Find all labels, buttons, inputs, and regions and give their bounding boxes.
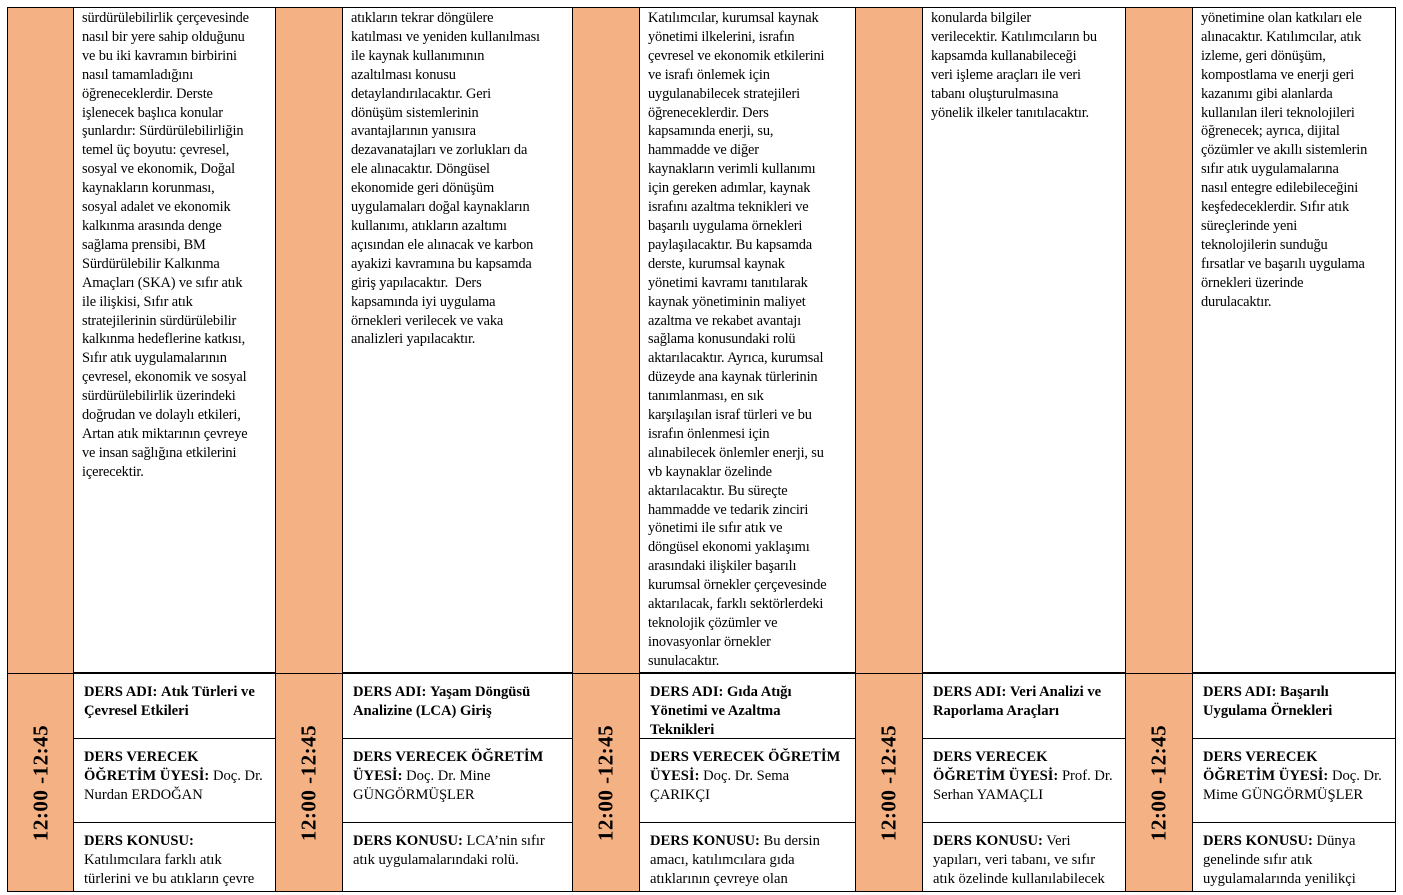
time-cell bbox=[855, 673, 923, 892]
topic-label: DERS KONUSU: bbox=[650, 833, 760, 849]
time-slot: 12:00 -12:45 bbox=[876, 724, 901, 841]
instructor-label: DERS VERECEK ÖĞRETİM ÜYESİ: bbox=[84, 749, 210, 784]
topic-cell bbox=[73, 822, 276, 892]
time-cell bbox=[275, 673, 343, 892]
course-name-label: DERS ADI: bbox=[84, 684, 158, 700]
course-name-value: Atık Türleri ve Çevresel Etkileri bbox=[84, 684, 255, 719]
time-column-top bbox=[275, 7, 343, 674]
instructor-value: Doç. Dr. Mine GÜNGÖRMÜŞLER bbox=[353, 768, 491, 803]
course-name-cell bbox=[342, 673, 573, 739]
topic-label: DERS KONUSU: bbox=[84, 833, 194, 849]
topic-value: LCA’nin sıfır atık uygulamalarındaki rolü. bbox=[353, 833, 545, 868]
topic-cell bbox=[639, 822, 856, 892]
time-slot: 12:00 -12:45 bbox=[296, 724, 321, 841]
topic-label: DERS KONUSU: bbox=[353, 833, 463, 849]
time-column-top bbox=[1125, 7, 1193, 674]
instructor-cell bbox=[1192, 738, 1396, 823]
description-cell bbox=[73, 7, 276, 673]
instructor-label: DERS VERECEK ÖĞRETİM ÜYESİ: bbox=[933, 749, 1059, 784]
instructor-label: DERS VERECEK ÖĞRETİM ÜYESİ: bbox=[353, 749, 544, 784]
topic-label: DERS KONUSU: bbox=[933, 833, 1043, 849]
topic-cell bbox=[1192, 822, 1396, 892]
topic-value: Veri yapıları, veri tabanı, ve sıfır atık özelinde kullanılabilecek bbox=[933, 833, 1105, 887]
topic-value: Bu dersin amacı, katılımcılara gıda atıklarının çevreye olan bbox=[650, 833, 820, 887]
time-column-top bbox=[572, 7, 640, 674]
description-cell bbox=[342, 7, 573, 673]
time-column-top bbox=[7, 7, 74, 674]
time-cell bbox=[1125, 673, 1193, 892]
course-name-value: Yaşam Döngüsü Analizine (LCA) Giriş bbox=[353, 684, 531, 719]
course-description: sürdürülebilirlik çerçevesinde nasıl bir yere sahip olduğunu ve bu iki kavramın birbirini nasıl tamamladığını öğreneceklerdir. Derste işlenecek başlıca konular şunlardır: Sürdürülebilirliğin temel üç boyutu: çevresel, sosyal ve ekonomik, Doğal kaynakların korunması, sosyal adalet ve ekonomik kalkınma arasında denge sağlama prensibi, BM Sürdürülebilir Kalkınma Amaçları (SKA) ve sıfır atık ile ilişkisi, Sıfır atık stratejilerinin sürdürülebilir kalkınma hedeflerine katkısı, Sıfır atık uygulamalarının çevresel, ekonomik ve sosyal sürdürülebilirlik üzerindeki doğrudan ve dolaylı etkileri, Artan atık miktarının çevreye ve insan sağlığına etkilerini içerecektir. bbox=[82, 10, 249, 480]
course-name-value: Başarılı Uygulama Örnekleri bbox=[1203, 684, 1333, 719]
topic-value: Katılımcılara farklı atık türlerini ve bu atıkların çevre bbox=[84, 852, 255, 887]
course-name-cell bbox=[639, 673, 856, 739]
course-name-label: DERS ADI: bbox=[353, 684, 427, 700]
course-name-value: Veri Analizi ve Raporlama Araçları bbox=[933, 684, 1102, 719]
topic-cell bbox=[342, 822, 573, 892]
course-name-value: Gıda Atığı Yönetimi ve Azaltma Teknikleri bbox=[650, 684, 792, 738]
course-name-label: DERS ADI: bbox=[650, 684, 724, 700]
description-cell bbox=[639, 7, 856, 673]
instructor-cell bbox=[922, 738, 1126, 823]
topic-label: DERS KONUSU: bbox=[1203, 833, 1313, 849]
course-name-cell bbox=[1192, 673, 1396, 739]
instructor-label: DERS VERECEK ÖĞRETİM ÜYESİ: bbox=[1203, 749, 1329, 784]
course-description: Katılımcılar, kurumsal kaynak yönetimi ilkelerini, israfın çevresel ve ekonomik etkilerini ve israfı önlemek için uygulanabilecek stratejileri öğreneceklerdir. Ders kapsamında enerji, su, hammadde ve diğer kaynakların verimli kullanımı için gereken adımlar, kaynak israfını azaltma teknikleri ve başarılı uygulama örnekleri paylaşılacaktır. Bu kapsamda derste, kurumsal kaynak yönetimi kavramı tanıtılarak kaynak yönetiminin maliyet azaltma ve rekabet avantajı sağlama konusundaki rolü aktarılacaktır. Ayrıca, kurumsal düzeyde ana kaynak türlerinin tanımlanması, en sık karşılaşılan israf türleri ve bu israfın önlenmesi için alınabilecek önlemler enerji, su vb kaynaklar özelinde aktarılacaktır. Bu süreçte hammadde ve tedarik zinciri yönetimi ile sıfır atık ve döngüsel ekonomi yaklaşımı arasındaki ilişkiler başarılı kurumsal örnekler çerçevesinde aktarılacak, farklı sektörlerdeki teknolojik çözümler ve inovasyonlar örnekler sunulacaktır. bbox=[648, 10, 827, 669]
course-description: yönetimine olan katkıları ele alınacaktır. Katılımcılar, atık izleme, geri dönüşüm, kompostlama ve enerji geri kazanımı gibi alanlarda kullanılan ileri teknolojileri öğrenecek; ayrıca, dijital çözümler ve akıllı sistemlerin sıfır atık uygulamalarına nasıl entegre edilebileceğini keşfedeceklerdir. Sıfır atık süreçlerinde yeni teknolojilerin sunduğu fırsatlar ve başarılı uygulama örnekleri üzerinde durulacaktır. bbox=[1201, 10, 1368, 310]
time-column-top bbox=[855, 7, 923, 674]
instructor-cell bbox=[73, 738, 276, 823]
topic-cell bbox=[922, 822, 1126, 892]
instructor-value: Doç. Dr. Nurdan ERDOĞAN bbox=[84, 768, 263, 803]
instructor-value: Prof. Dr. Serhan YAMAÇLI bbox=[933, 768, 1113, 803]
time-cell bbox=[572, 673, 640, 892]
instructor-cell bbox=[639, 738, 856, 823]
description-cell bbox=[1192, 7, 1396, 673]
time-slot: 12:00 -12:45 bbox=[1146, 724, 1171, 841]
course-name-cell bbox=[922, 673, 1126, 739]
course-name-cell bbox=[73, 673, 276, 739]
course-description: konularda bilgiler verilecektir. Katılımcıların bu kapsamda kullanabileceği veri işleme araçları ile veri tabanı oluşturulmasına yönelik ilkeler tanıtılacaktır. bbox=[931, 10, 1097, 121]
topic-value: Dünya genelinde sıfır atık uygulamalarında yenilikçi bbox=[1203, 833, 1356, 887]
time-cell bbox=[7, 673, 74, 892]
instructor-value: Doç. Dr. Sema ÇARIKÇI bbox=[650, 768, 790, 803]
instructor-cell bbox=[342, 738, 573, 823]
course-name-label: DERS ADI: bbox=[1203, 684, 1277, 700]
instructor-value: Doç. Dr. Mime GÜNGÖRMÜŞLER bbox=[1203, 768, 1382, 803]
course-description: atıkların tekrar döngülere katılması ve yeniden kullanılması ile kaynak kullanımının azaltılması konusu detaylandırılacaktır. Geri dönüşüm sistemlerinin avantajlarının yanısıra dezavanatajları ve zorlukları da ele alınacaktır. Döngüsel ekonomide geri dönüşüm uygulamaları doğal kaynakların kullanımı, atıkların azaltımı açısından ele alınacak ve karbon ayakizi kavramına bu kapsamda giriş yapılacaktır. Ders kapsamında iyi uygulama örnekleri verilecek ve vaka analizleri yapılacaktır. bbox=[351, 10, 540, 348]
time-slot: 12:00 -12:45 bbox=[28, 724, 52, 841]
instructor-label: DERS VERECEK ÖĞRETİM ÜYESİ: bbox=[650, 749, 841, 784]
time-slot: 12:00 -12:45 bbox=[593, 724, 618, 841]
description-cell bbox=[922, 7, 1126, 673]
course-name-label: DERS ADI: bbox=[933, 684, 1007, 700]
